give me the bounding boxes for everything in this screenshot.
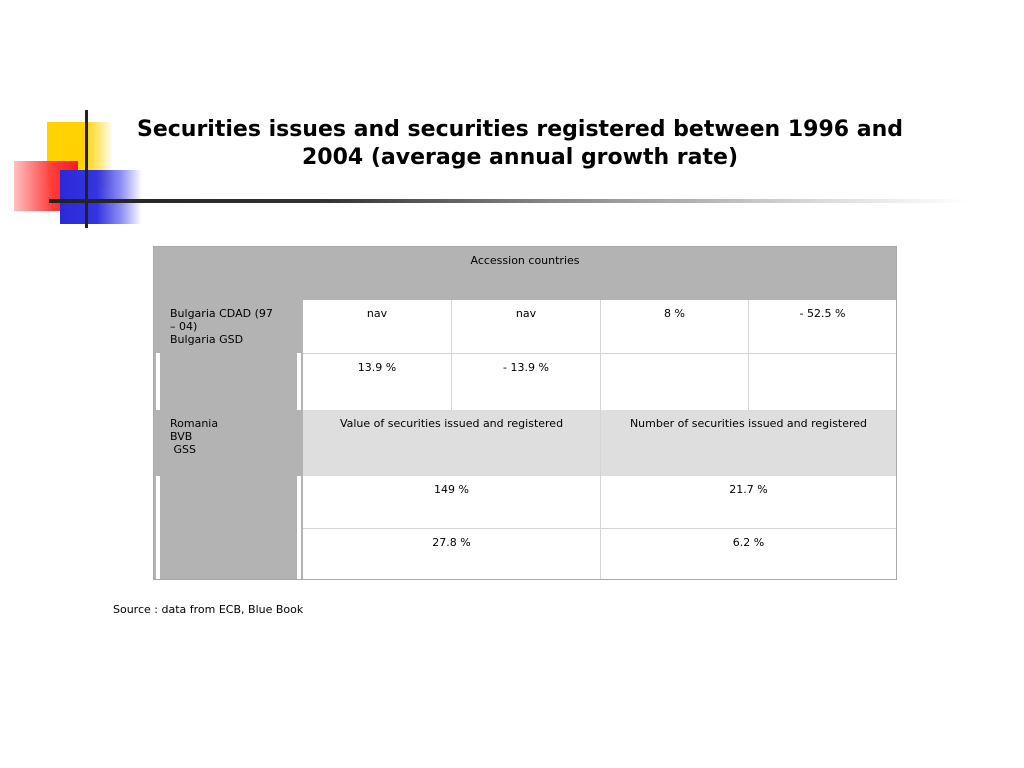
table-header: Accession countries xyxy=(154,247,896,300)
table-cell: 8 % xyxy=(600,300,748,353)
slide-title xyxy=(120,116,920,172)
table-cell: 27.8 % xyxy=(303,528,600,579)
romania-label: Romania BVB GSS xyxy=(170,417,219,456)
table-cell xyxy=(748,353,896,410)
number-column-header: Number of securities issued and registered xyxy=(600,410,896,476)
bulgaria-label: Bulgaria CDAD (97 – 04) Bulgaria GSD xyxy=(170,307,273,346)
table-cell: nav xyxy=(366,307,388,320)
table-cell xyxy=(600,353,748,410)
table-cell: 21.7 % xyxy=(600,476,896,528)
source-note: Source : data from ECB, Blue Book xyxy=(113,603,304,616)
table-cell: 13.9 % xyxy=(303,353,451,410)
table-cell: 6.2 % xyxy=(600,528,896,579)
red-square xyxy=(14,161,78,211)
table-cell: - 52.5 % xyxy=(748,300,896,353)
title-line-2: 2004 (average annual growth rate) xyxy=(301,145,738,170)
table-cell: 149 % xyxy=(434,483,469,496)
yellow-square xyxy=(47,122,113,188)
growth-rate-table xyxy=(153,246,897,580)
blue-square xyxy=(60,170,142,224)
table-cell: - 13.9 % xyxy=(451,353,600,410)
value-column-header: Value of securities issued and registered xyxy=(303,410,600,476)
vertical-rule xyxy=(85,110,88,228)
title-line-1: Securities issues and securities registered between 1996 and xyxy=(136,117,903,142)
horizontal-rule xyxy=(49,199,969,203)
table-cell: nav xyxy=(451,300,600,353)
